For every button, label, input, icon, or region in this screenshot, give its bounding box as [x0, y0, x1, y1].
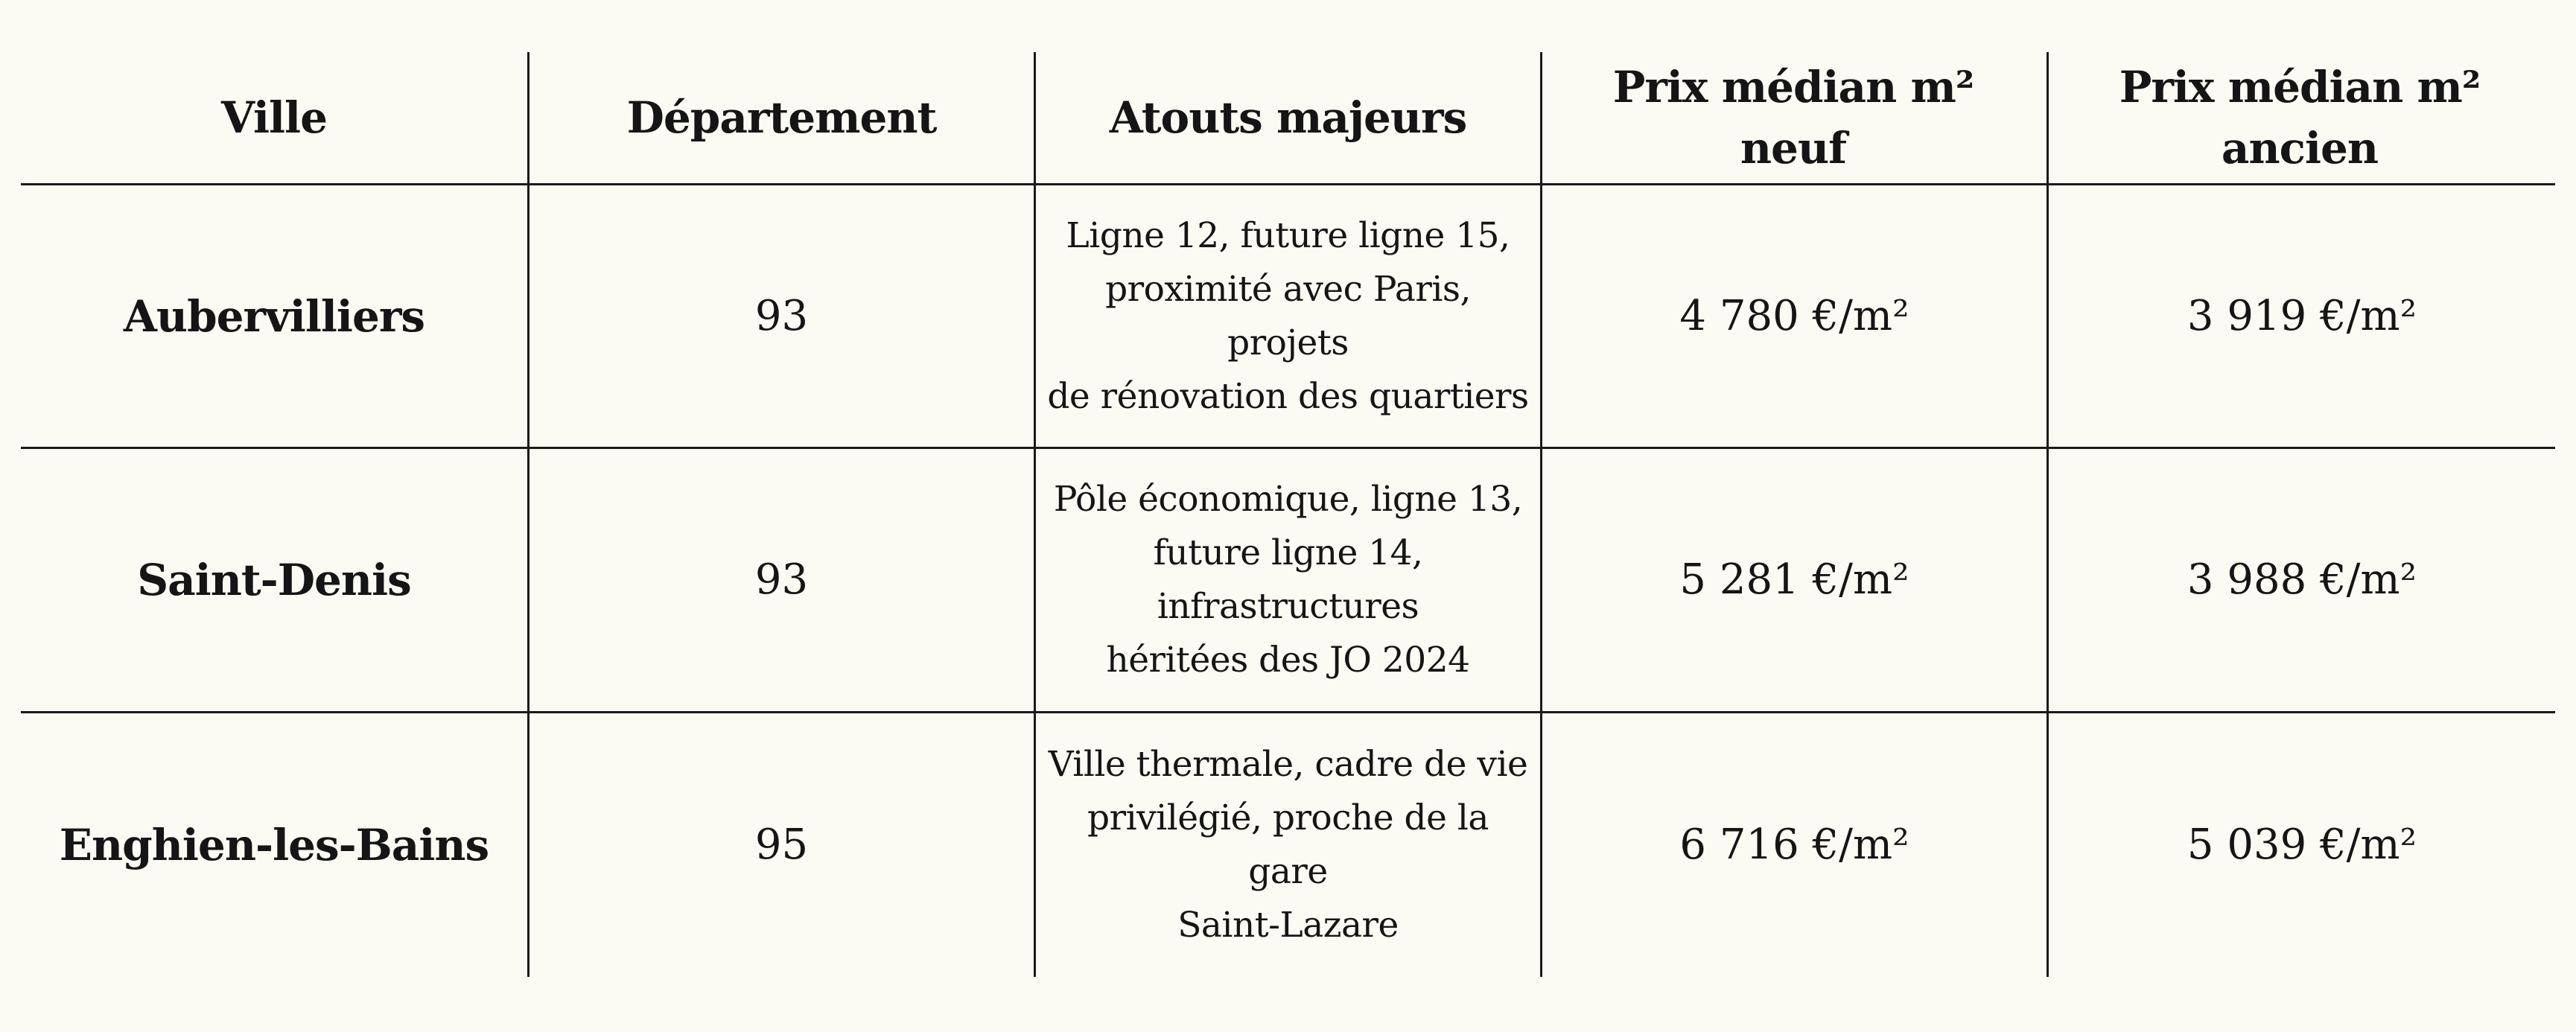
cell-departement: 93 [754, 555, 809, 604]
cell-ville: Saint-Denis [137, 555, 411, 605]
cell-ville: Aubervilliers [123, 290, 425, 342]
cell-prix-ancien: 5 039 €/m² [2187, 821, 2417, 869]
cell-prix-ancien: 3 919 €/m² [2187, 291, 2417, 340]
cell-atouts: Ville thermale, cadre de vie privilégié, proche de la gare Saint-Lazare [1048, 744, 1528, 946]
cell-prix-neuf: 5 281 €/m² [1679, 555, 1909, 604]
cell-departement: 95 [754, 821, 809, 869]
cell-atouts: Pôle économique, ligne 13, future ligne 14, infrastructures héritées des JO 2024 [1053, 479, 1523, 681]
cell-prix-ancien: 3 988 €/m² [2187, 555, 2417, 604]
cell-prix-neuf: 6 716 €/m² [1679, 821, 1909, 869]
cell-prix-neuf: 4 780 €/m² [1679, 291, 1909, 340]
cell-atouts: Ligne 12, future ligne 15, proximité avec Paris, projets de rénovation des quartiers [1047, 214, 1529, 417]
cell-ville: Enghien-les-Bains [59, 820, 489, 870]
price-comparison-table [21, 52, 2555, 977]
header-prix-neuf: Prix médian m² neuf [1612, 62, 1974, 173]
cell-departement: 93 [754, 291, 809, 340]
header-departement: Département [626, 92, 937, 143]
header-atouts: Atouts majeurs [1109, 92, 1467, 143]
header-ville: Ville [221, 92, 327, 143]
header-prix-ancien: Prix médian m² ancien [2119, 62, 2481, 173]
